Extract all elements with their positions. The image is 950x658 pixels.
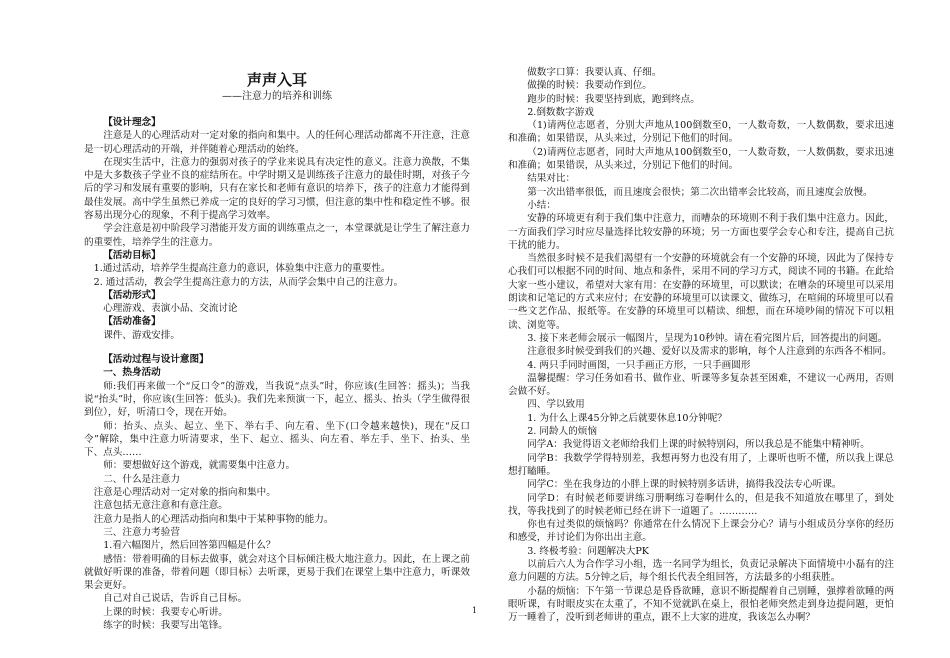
paragraph: 四、学以致用 xyxy=(527,399,585,411)
paragraph: 上课的时候：我要专心听讲。 xyxy=(103,606,228,618)
document-title: 声声入耳 xyxy=(246,71,307,89)
paragraph: 注意是人的心理活动对一定对象的指向和集中。人的任何心理活动都离不开注意，注意是一切心理活动的开端，并伴随着心理活动的始终。 xyxy=(84,130,470,155)
right-column-body xyxy=(508,66,894,624)
paragraph: 3. 终极考验：问题解决大PK xyxy=(527,545,649,557)
section-heading: 一、热身活动 xyxy=(103,367,161,379)
paragraph: 1.通过活动，培养学生提高注意力的意识，体验集中注意力的重要性。 xyxy=(93,263,391,275)
paragraph: 注意是心理活动对一定对象的指向和集中。 xyxy=(93,487,276,499)
paragraph: 3. 接下来老师会展示一幅图片，呈现为10秒钟。请在看完图片后，回答提出的问题。 xyxy=(527,332,888,344)
paragraph: 结果对比： xyxy=(527,173,576,185)
section-heading: 【活动过程与设计意图】 xyxy=(103,354,209,366)
paragraph: 课件、游戏安排。 xyxy=(103,329,180,341)
paragraph: 注意很多时候受到我们的兴趣、爱好以及需求的影响，每个人注意到的东西各不相同。 xyxy=(527,346,892,358)
section-heading: 【活动准备】 xyxy=(103,316,161,328)
paragraph: 二、什么是注意力 xyxy=(103,473,180,485)
paragraph: 师:我们再来做一个“反口令”的游戏，当我说“点头”时，你应该(生回答：摇头)；当我说“抬头”时，你应该(生回答：低头)。我们先来预演一下，起立、摇头、抬头（学生做得很到位），好，听清口令，现在开始。 xyxy=(84,380,470,419)
paragraph: 感悟：带着明确的目标去做事，就会对这个目标倾注极大地注意力。因此，在上课之前就做好听课的准备，带着问题（即目标）去听课，更易于我们在课堂上集中注意力，听课效果会更好。 xyxy=(84,553,470,592)
paragraph: 你也有过类似的烦恼吗？你通常在什么情况下上课会分心？请与小组成员分享你的经历和感受，并讨论们为你出出主意。 xyxy=(508,519,894,544)
paragraph: 小结： xyxy=(527,199,556,211)
paragraph: 同学D：有时候老师要讲练习册啊练习卷啊什么的，但是我不知道放在哪里了，到处找，等我找到了的时候老师已经在讲下一道题了。………… xyxy=(508,492,894,517)
paragraph: 安静的环境更有利于我们集中注意力，而嘈杂的环境则不利于我们集中注意力。因此，一方面我们学习时应尽量选择比较安静的环境；另一方面也要学会专心和专注，提高自己抗干扰的能力。 xyxy=(508,213,894,251)
paragraph: 温馨提醒：学习任务如看书、做作业、听课等多复杂甚至困难，不建议一心两用，否则会做不好。 xyxy=(508,372,894,398)
paragraph: 同学A：我觉得语文老师给我们上课的时候特别闷，所以我总是不能集中精神听。 xyxy=(527,439,870,451)
paragraph: （1)请两位志愿者，分别大声地从100倒数至0，一人数奇数，一人数偶数，要求迅速和准确；如果错误，从头来过，分别记下他们的时间。 xyxy=(508,120,894,145)
paragraph: 练字的时候：我要写出笔锋。 xyxy=(103,619,228,631)
paragraph: 2. 通过活动，教会学生提高注意力的方法，从而学会集中自己的注意力。 xyxy=(93,276,404,288)
section-heading: 【活动目标】 xyxy=(103,249,161,261)
paragraph: 注意力是指人的心理活动指向和集中于某种事物的能力。 xyxy=(93,513,334,525)
left-column xyxy=(84,70,470,632)
section-heading: 【活动形式】 xyxy=(103,289,161,301)
paragraph: 同学B：我数学学得特别差，我想再努力也没有用了，上课听也听不懂，所以我上课总想打瞌睡。 xyxy=(508,452,894,477)
paragraph: 1. 为什么上课45分钟之后就要休息10分钟呢？ xyxy=(527,412,727,424)
paragraph: 学会注意是初中阶段学习潜能开发方面的训练重点之一，本堂课就是让学生了解注意力的重要性，培养学生的注意力。 xyxy=(84,223,470,248)
section-heading: 【设计理念】 xyxy=(103,117,161,128)
paragraph: 2. 同龄人的烦恼 xyxy=(527,426,597,438)
paragraph: 1.看六幅图片，然后回答第四幅是什么？ xyxy=(103,540,276,552)
paragraph: 4. 两只手同时画图，一只手画正方形，一只手画圆形 xyxy=(527,359,751,371)
paragraph: 跑步的时候：我要坚持到底，跑到终点。 xyxy=(527,93,700,105)
paragraph: 注意包括无意注意和有意注意。 xyxy=(93,500,228,512)
paragraph: 小磊的烦恼：下午第一节课总是昏昏欲睡，意识不断提醒着自己别睡，强撑着欲睡的两眼听课，有时眼皮实在太重了，不知不觉就趴在桌上，很怕老师突然走到身边提问题，更怕万一睡着了，没听到老师讲的重点，跟不上大家的进度，我该怎么办啊？ xyxy=(508,585,894,624)
paragraph: 以前后六人为合作学习小组，选一名同学为组长，负责记录解决下面情境中小磊有的注意力问题的方法。5分钟之后，每个组长代表全组回答，方法最多的小组获胜。 xyxy=(508,558,894,584)
page-number: 1 xyxy=(472,606,478,615)
paragraph: （2)请两位志愿者，同时大声地从100倒数至0，一人数奇数，一人数偶数，要求迅速和准确；如果错误，从头来过，分别记下他们的时间。 xyxy=(508,146,894,172)
paragraph: 师：抬头、点头、起立、坐下、举右手、向左看、坐下(口令越来越快)，现在“反口令”解除，集中注意力听清要求，坐下、起立、摇头、向左看、举左手、坐下、抬头、坐下、点头…… xyxy=(84,420,470,459)
paragraph: 做操的时候：我要动作到位。 xyxy=(527,80,652,92)
document-subtitle: ——注意力的培养和训练 xyxy=(222,91,332,102)
paragraph: 在现实生活中，注意力的强弱对孩子的学业来说具有决定性的意义。注意力涣散，不集中是大多数孩子学业不良的症结所在。中学时期又是训练孩子注意力的最佳时期，对孩子今后的学习和发展有重要的影响，只有在家长和老师有意识的培养下，孩子的注意力才能得到最佳发展。高中学生虽然已养成一定的良好的学习习惯，但注意的集中性和稳定性不够。很容易出现分心的现象，不利于提高学习效率。 xyxy=(84,156,470,222)
paragraph: 2.倒数数字游戏 xyxy=(527,106,594,118)
paragraph: 第一次出错率很低，而且速度会很快；第二次出错率会比较高，而且速度会放慢。 xyxy=(527,186,873,198)
paragraph: 师：要想做好这个游戏，就需要集中注意力。 xyxy=(103,460,296,472)
paragraph: 心理游戏、表演小品、交流讨论 xyxy=(103,303,238,315)
paragraph: 做数字口算：我要认真、仔细。 xyxy=(527,67,662,78)
paragraph: 自己对自己说话，告诉自己目标。 xyxy=(103,593,248,605)
left-column-body xyxy=(84,116,470,632)
right-column xyxy=(508,66,894,624)
paragraph: 同学C：坐在我身边的小胖上课的时候特别多话讲，搞得我没法专心听课。 xyxy=(527,479,842,491)
paragraph: 当然很多时候不是我们渴望有一个安静的环境就会有一个安静的环境，因此为了保持专心我们可以根据不同的时间、地点和条件，采用不同的学习方式，阅读不同的书籍。在此给大家一些小建议，希望对大家有用：在安静的环境里，可以默读；在嘈杂的环境里可以采用朗读和记笔记的方式来应付；在安静的环境里可以读课文、做练习，在喧闹的环境里可以看一些文艺作品、报纸等。在安静的环境里可以精读、细想，而在环境吵闹的情况下可以粗读、浏览等。 xyxy=(508,253,894,331)
spacer xyxy=(84,342,470,353)
paragraph: 三、注意力考验营 xyxy=(103,526,180,538)
